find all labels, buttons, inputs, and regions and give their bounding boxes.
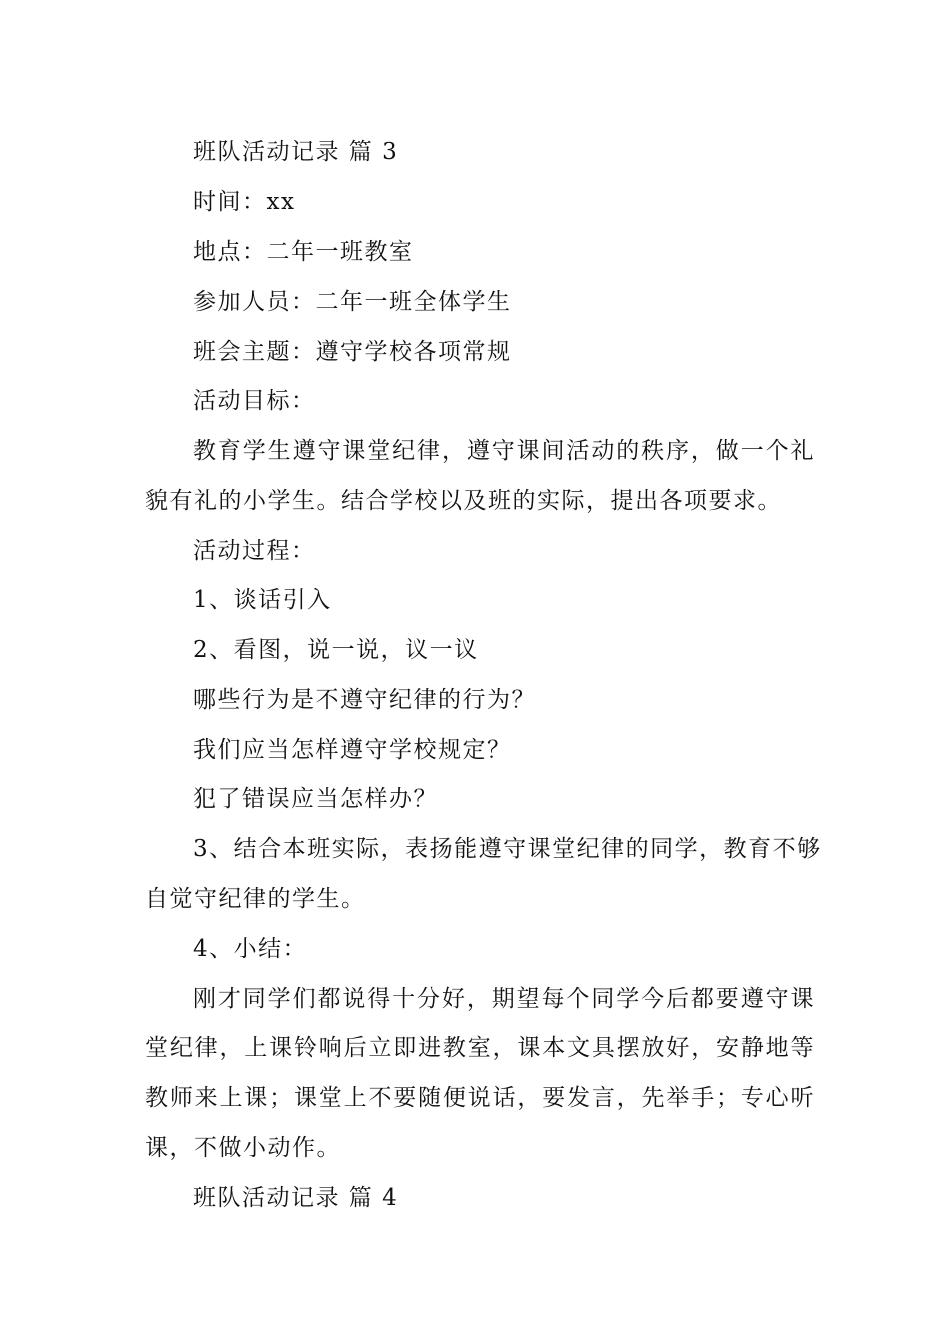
discussion-question-2: 我们应当怎样遵守学校规定？: [193, 737, 512, 763]
time-line: 时间：xx: [193, 189, 296, 215]
objective-paragraph-line-1: 教育学生遵守课堂纪律，遵守课间活动的秩序，做一个礼: [193, 438, 815, 464]
summary-paragraph-line-4: 课，不做小动作。: [145, 1135, 341, 1161]
process-step-1: 1、谈话引入: [193, 587, 332, 613]
section-heading-4: 班队活动记录 篇 4: [193, 1185, 399, 1211]
objective-paragraph-line-2: 貌有礼的小学生。结合学校以及班的实际，提出各项要求。: [145, 488, 782, 514]
discussion-question-3: 犯了错误应当怎样办？: [193, 786, 438, 812]
process-step-4: 4、小结：: [193, 936, 308, 962]
process-step-2: 2、看图，说一说，议一议: [193, 637, 479, 663]
process-step-3-line-1: 3、结合本班实际，表扬能遵守课堂纪律的同学，教育不够: [193, 836, 822, 862]
section-heading-3: 班队活动记录 篇 3: [193, 139, 399, 165]
summary-paragraph-line-3: 教师来上课；课堂上不要随便说话，要发言，先举手；专心听: [145, 1085, 815, 1111]
process-heading: 活动过程：: [193, 538, 316, 564]
discussion-question-1: 哪些行为是不遵守纪律的行为？: [193, 687, 536, 713]
meeting-theme-line: 班会主题：遵守学校各项常规: [193, 339, 512, 365]
summary-paragraph-line-2: 堂纪律，上课铃响后立即进教室，课本文具摆放好，安静地等: [145, 1035, 815, 1061]
process-step-3-line-2: 自觉守纪律的学生。: [145, 886, 366, 912]
summary-paragraph-line-1: 刚才同学们都说得十分好，期望每个同学今后都要遵守课: [193, 986, 815, 1012]
location-line: 地点：二年一班教室: [193, 239, 414, 265]
participants-line: 参加人员：二年一班全体学生: [193, 289, 512, 315]
objective-heading: 活动目标：: [193, 388, 316, 414]
